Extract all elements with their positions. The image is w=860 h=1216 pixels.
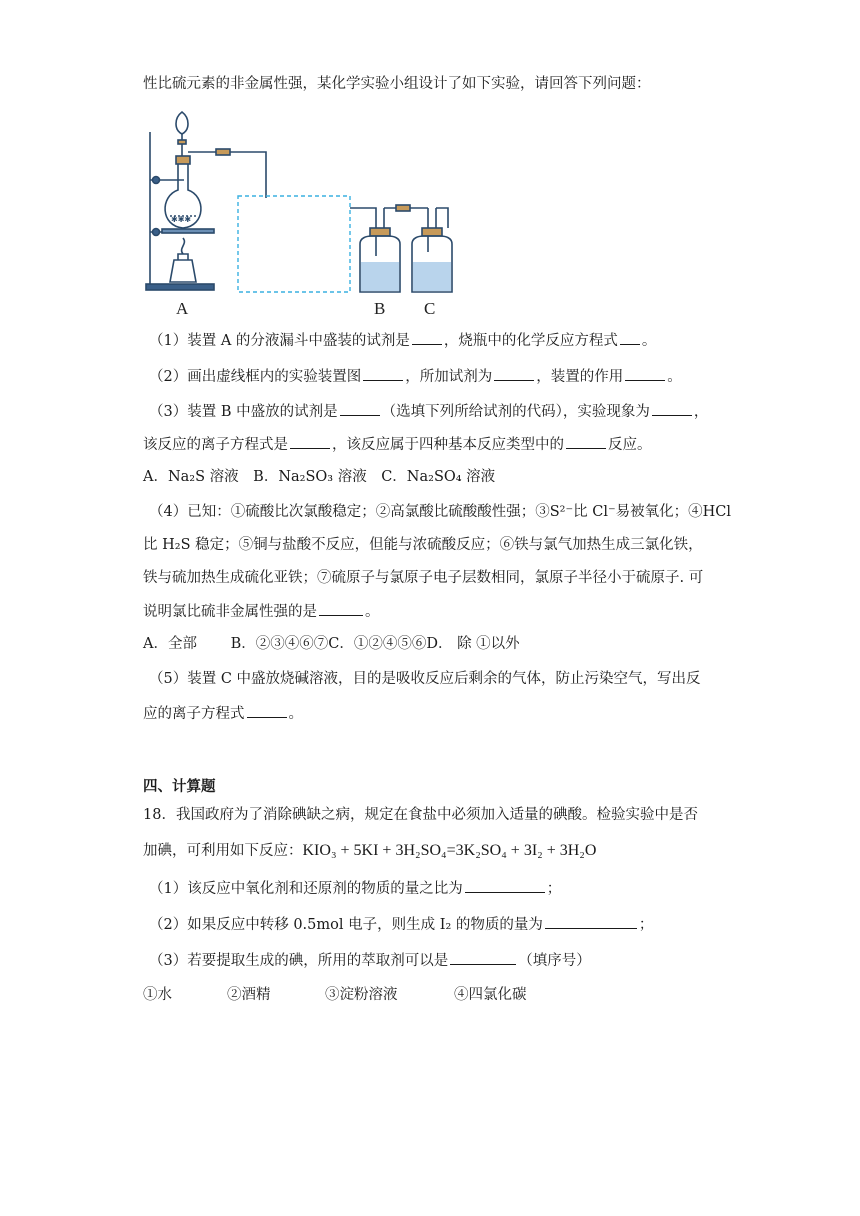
question-3-line-2: [143, 434, 652, 455]
q3-text: 反应。: [608, 437, 652, 453]
q1-text: （1）装置 A 的分液漏斗中盛装的试剂是: [149, 333, 410, 349]
q18-text: （填序号）: [518, 953, 591, 969]
q18-text: ；: [546, 881, 562, 897]
question-4-line-4: [143, 601, 380, 622]
question-18-sub-2: [149, 914, 653, 935]
intro-text: 性比硫元素的非金属性强，某化学实验小组设计了如下实验，请回答下列问题：: [143, 76, 651, 92]
apparatus-figure: [140, 104, 460, 319]
answer-blank[interactable]: [494, 366, 534, 381]
section-heading: 四、计算题: [143, 779, 216, 795]
q1-text: 。: [641, 333, 657, 349]
answer-blank[interactable]: [319, 601, 363, 616]
question-18-line-2: [143, 841, 596, 861]
q18-text: 加碘，可利用如下反应：: [143, 843, 303, 859]
label-b: B: [374, 299, 386, 318]
dashed-box: [238, 196, 350, 292]
question-2: [149, 366, 682, 387]
apparatus-bc: [350, 205, 452, 292]
q4-text: 说明氯比硫非金属性强的是: [143, 604, 317, 620]
q5-text: 。: [288, 706, 303, 722]
q4-text: 。: [365, 604, 380, 620]
question-3-options: A．Na₂S 溶液 B．Na₂SO₃ 溶液 C．Na₂SO₄ 溶液: [143, 469, 496, 485]
q2-text: ，装置的作用: [536, 369, 624, 385]
label-c: C: [424, 299, 436, 318]
q2-text: （2）画出虚线框内的实验装置图: [149, 369, 362, 385]
answer-blank[interactable]: [566, 434, 606, 449]
answer-blank[interactable]: [465, 878, 545, 893]
question-18-line-1: 18．我国政府为了消除碘缺之病，规定在食盐中必须加入适量的碘酸。检验实验中是否: [143, 807, 698, 823]
svg-text:✱✱✱: ✱✱✱: [171, 215, 192, 224]
question-4-options: A．全部 B．②③④⑥⑦C．①②④⑤⑥D． 除 ①以外: [143, 636, 520, 652]
q5-text: 应的离子方程式: [143, 706, 245, 722]
question-4-line-3: 铁与硫加热生成硫化亚铁；⑦硫原子与氯原子电子层数相同，氯原子半径小于硫原子. 可: [143, 570, 704, 586]
question-4-line-2: 比 H₂S 稳定；⑤铜与盐酸不反应，但能与浓硫酸反应；⑥铁与氯气加热生成三氯化铁，: [143, 537, 703, 553]
question-5-line-1: （5）装置 C 中盛放烧碱溶液，目的是吸收反应后剩余的气体，防止污染空气，写出反: [149, 671, 701, 687]
answer-blank[interactable]: [290, 434, 330, 449]
q18-option: ④四氯化碳: [454, 987, 527, 1003]
question-18-sub-1: [149, 878, 561, 899]
q3-text: ，: [693, 404, 709, 420]
question-5-line-2: [143, 703, 303, 724]
answer-blank[interactable]: [652, 401, 692, 416]
q2-text: ，所加试剂为: [405, 369, 493, 385]
answer-blank[interactable]: [450, 950, 516, 965]
q18-option: ③淀粉溶液: [325, 987, 398, 1003]
question-4-line-1: （4）已知：①硫酸比次氯酸稳定；②高氯酸比硫酸酸性强；③S²⁻比 Cl⁻易被氧化；④HCl: [149, 504, 731, 520]
q2-text: 。: [667, 369, 682, 385]
question-3-line-1: [149, 401, 708, 422]
q18-text: （1）该反应中氧化剂和还原剂的物质的量之比为: [149, 881, 463, 897]
q3-text: （选填下列所给试剂的代码），实验现象为: [381, 404, 650, 420]
q18-text: （2）如果反应中转移 0.5mol 电子，则生成 I₂ 的物质的量为: [149, 917, 543, 933]
answer-blank[interactable]: [625, 366, 665, 381]
label-a: A: [176, 299, 189, 318]
q18-option: ①水: [143, 987, 172, 1003]
question-18-sub-3: [149, 950, 591, 971]
q18-text: ；: [638, 917, 654, 933]
q3-text: （3）装置 B 中盛放的试剂是: [149, 404, 338, 420]
reaction-equation: KIO₃ + 5KI + 3H₂SO₄=3K₂SO₄ + 3I₂ + 3H₂O: [302, 842, 597, 859]
answer-blank[interactable]: [340, 401, 380, 416]
q3-text: 该反应的离子方程式是: [143, 437, 288, 453]
q1-text: ，烧瓶中的化学反应方程式: [443, 333, 618, 349]
question-1: [149, 330, 656, 351]
answer-blank[interactable]: [247, 703, 287, 718]
q18-option: ②酒精: [227, 987, 271, 1003]
q3-text: ，该反应属于四种基本反应类型中的: [332, 437, 564, 453]
q18-text: （3）若要提取生成的碘，所用的萃取剂可以是: [149, 953, 449, 969]
answer-blank[interactable]: [412, 330, 442, 345]
answer-blank[interactable]: [545, 914, 637, 929]
apparatus-a: [146, 112, 266, 290]
answer-blank[interactable]: [363, 366, 403, 381]
answer-blank[interactable]: [620, 330, 640, 345]
